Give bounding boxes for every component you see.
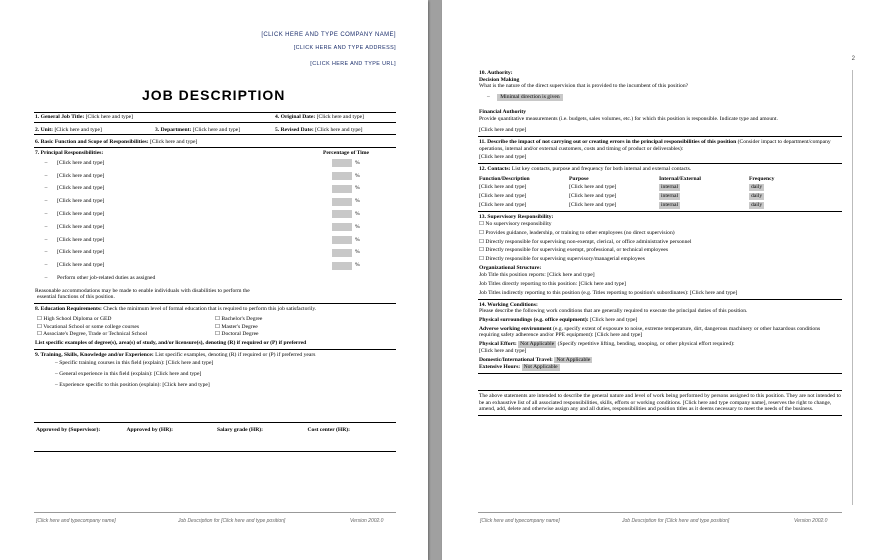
footer-position[interactable]: Job Description for [Click here and type position] [178, 518, 286, 524]
dash: – [487, 94, 490, 101]
table-cell [659, 184, 749, 191]
percent-sign: % [355, 198, 360, 205]
checkbox-vocational[interactable]: ☐ Vocational School or some college courses [37, 323, 140, 330]
percentage-field[interactable] [332, 159, 352, 167]
approved-hr-cell[interactable]: Approved by (HR): [126, 427, 174, 433]
vertical-ruler [852, 70, 853, 505]
responsibility-field[interactable]: [Click here and type] [57, 172, 105, 179]
physical-surroundings-label: Physical surroundings (e.g. office equipment): [479, 316, 589, 323]
working-conditions-section [478, 300, 842, 374]
job-title-label: 1. General Job Title: [35, 114, 85, 120]
original-date-label: 4. Original Date: [275, 114, 316, 120]
table-cell [659, 202, 749, 209]
percentage-field[interactable] [332, 185, 352, 193]
page-2 [442, 0, 879, 560]
table-cell [569, 184, 659, 191]
degree-note: List specific examples of degree(s), area(s) of study, and/or licensure(s), denoting (R) if required or (P) if preferred [35, 340, 307, 346]
physical-effort-label: Physical Effort: [479, 341, 517, 348]
signature-row [34, 422, 396, 452]
dash: – [55, 371, 58, 378]
salary-grade-cell[interactable]: Salary grade (HR): [217, 427, 263, 433]
percentage-field[interactable] [332, 236, 352, 244]
responsibility-item [35, 259, 395, 272]
contact-internal-select[interactable]: internal [661, 193, 679, 200]
impact-answer-field[interactable]: [Click here and type] [479, 154, 527, 161]
table-cell [479, 193, 569, 200]
extensive-hours-select[interactable]: Not Applicable [523, 364, 558, 371]
impact-section [478, 137, 842, 164]
training-section [34, 350, 396, 391]
percent-sign: % [355, 159, 360, 166]
dash: – [55, 381, 58, 388]
page-number: 2 [851, 56, 855, 62]
education-label: 8. Education Requirements: [35, 306, 102, 313]
physical-effort-field[interactable]: [Click here and type] [479, 347, 527, 354]
responsibility-field[interactable]: [Click here and type] [57, 185, 105, 192]
original-date-field[interactable]: [Click here and type] [316, 114, 365, 120]
basic-function-label: 6. Basic Function and Scope of Responsibilities: [35, 139, 149, 146]
company-address-field[interactable]: [CLICK HERE AND TYPE ADDRESS] [293, 45, 396, 51]
responsibility-field[interactable]: [Click here and type] [57, 198, 105, 205]
page-1 [0, 0, 428, 560]
supervisory-section [478, 212, 842, 300]
specific-experience-field[interactable]: Experience specific to this position (explain): [Click here and type] [59, 381, 210, 388]
decision-making-label: Decision Making [479, 76, 520, 83]
table-cell [749, 184, 841, 191]
impact-label: 11. Describe the impact of not carrying out or creating errors in the principal responsibilities of this position [479, 138, 737, 145]
principal-responsibilities [34, 148, 396, 304]
table-cell [749, 193, 841, 200]
responsibility-item [35, 246, 395, 259]
contact-frequency-select[interactable]: daily [751, 184, 763, 191]
responsibility-item [35, 157, 395, 170]
percentage-field[interactable] [332, 262, 352, 270]
physical-effort-text: (Specify repetitive lifting, bending, stooping, or other physical effort required): [557, 341, 735, 348]
responsibility-item [35, 170, 395, 183]
job-form [34, 112, 396, 391]
responsibilities-list [35, 157, 395, 272]
percent-sign: % [355, 185, 360, 192]
contact-function-field[interactable]: [Click here and type] [479, 193, 527, 200]
percent-sign: % [355, 249, 360, 256]
checkbox-managerial[interactable]: ☐ Directly responsible for supervising supervisory/managerial employees [479, 256, 645, 263]
dash: – [44, 172, 48, 179]
other-duties-text: Perform other job-related duties as assigned [57, 275, 156, 282]
checkbox-bachelors[interactable]: ☐ Bachelor's Degree [215, 315, 263, 322]
contact-function-field[interactable]: [Click here and type] [479, 184, 527, 191]
document-title: JOB DESCRIPTION [142, 87, 286, 103]
table-cell [569, 202, 659, 209]
contacts-header: Function/Description [479, 175, 530, 182]
department-label: 3. Department: [155, 126, 192, 133]
accommodation-line-2: essential functions of this position. [37, 294, 115, 301]
responsibility-field[interactable]: [Click here and type] [57, 159, 105, 166]
table-cell [749, 202, 841, 209]
dash: – [44, 211, 48, 218]
dash: – [44, 223, 48, 230]
contacts-label: 12. Contacts: [479, 166, 511, 173]
training-instructions: List specific examples, denoting (R) if required or (P) if preferred years [155, 351, 316, 358]
percent-sign: % [355, 211, 360, 218]
responsibility-item [35, 195, 395, 208]
percent-sign: % [355, 172, 360, 179]
footer-position[interactable]: Job Description for [Click here and type position] [622, 518, 730, 524]
basic-function-field[interactable]: [Click here and type] [150, 139, 198, 146]
working-conditions-label: 14. Working Conditions: [479, 301, 538, 308]
footer-version: Version 2002.0 [794, 518, 828, 524]
table-cell [479, 184, 569, 191]
dash: – [44, 262, 48, 269]
dash: – [44, 275, 48, 282]
footer-divider [34, 512, 396, 513]
contacts-section [478, 164, 842, 212]
contacts-header: Frequency [749, 175, 775, 182]
physical-surroundings-field[interactable]: [Click here and type] [590, 316, 638, 323]
company-url-field[interactable]: [CLICK HERE AND TYPE URL] [310, 61, 396, 67]
decision-question: What is the nature of the direct supervision that is provided to the incumbent of this position? [479, 83, 689, 90]
impact-question: (Consider impact to department/company operations, internal and/or external customers, costs and timing of product or deliverables): [479, 138, 831, 152]
dash: – [44, 249, 48, 256]
physical-effort-select[interactable]: Not Applicable [520, 341, 555, 348]
responsibility-field[interactable]: [Click here and type] [57, 223, 105, 230]
checkbox-associates[interactable]: ☐ Associate's Degree, Trade or Technical School [37, 331, 148, 338]
footer-version: Version 2002.0 [350, 518, 384, 524]
responsibility-field[interactable]: [Click here and type] [57, 262, 105, 269]
dash: – [44, 236, 48, 243]
row-basic-function [34, 138, 396, 148]
contact-frequency-select[interactable]: daily [751, 193, 763, 200]
responsibility-item [35, 182, 395, 195]
checkbox-masters[interactable]: ☐ Master's Degree [215, 323, 258, 330]
cost-center-cell[interactable]: Cost center (HR): [307, 427, 350, 433]
approved-supervisor-cell[interactable]: Approved by (Supervisor): [36, 427, 101, 433]
percent-sign: % [355, 236, 360, 243]
contact-purpose-field[interactable]: [Click here and type] [569, 193, 617, 200]
travel-select[interactable]: Not Applicable [556, 356, 591, 363]
financial-authority-label: Financial Authority [479, 108, 527, 115]
financial-question: Provide quantitative measurements (i.e. budgets, sales volumes, etc.) for which this position is responsible. Indicate type and amount. [479, 115, 778, 122]
training-label: 9. Training, Skills, Knowledge and/or Experience: [35, 351, 154, 358]
checkbox-exempt[interactable]: ☐ Directly responsible for supervising exempt, professional, or technical employees [479, 247, 669, 254]
footer-divider [478, 512, 842, 513]
footer-company[interactable]: [Click here and typecompany name] [36, 518, 116, 524]
contacts-header: Purpose [569, 175, 589, 182]
checkbox-no-supervisory[interactable]: ☐ No supervisory responsibility [479, 221, 552, 228]
percentage-field[interactable] [332, 249, 352, 257]
authority-section [478, 68, 842, 137]
education-section [34, 304, 396, 350]
row-title-date [34, 113, 396, 123]
responsibility-field[interactable]: [Click here and type] [57, 249, 105, 256]
contact-purpose-field[interactable]: [Click here and type] [569, 184, 617, 191]
unit-label: 2. Unit: [35, 126, 54, 133]
checkbox-guidance[interactable]: ☐ Provides guidance, leadership, or training to other employees (no direct supervision) [479, 229, 675, 236]
other-duties-item [35, 272, 395, 285]
checkbox-non-exempt[interactable]: ☐ Directly responsible for supervising non-exempt, clerical, or office administrative personnel [479, 238, 692, 245]
checkbox-doctoral[interactable]: ☐ Doctoral Degree [215, 331, 259, 338]
supervisory-label: 13. Supervisory Responsibility: [479, 213, 554, 220]
percentage-header: Percentage of Time [323, 150, 369, 157]
contact-function-field[interactable]: [Click here and type] [479, 201, 527, 208]
percentage-field[interactable] [332, 172, 352, 180]
org-structure-label: Organizational Structure: [479, 264, 542, 271]
row-unit-dept [34, 126, 396, 136]
revised-date-field[interactable]: [Click here and type] [315, 126, 363, 133]
contact-frequency-select[interactable]: daily [751, 201, 763, 208]
travel-label: Domestic/International Travel: [479, 356, 553, 363]
org-direct-reports[interactable]: Job Titles directly reporting to this position: [Click here and type] [479, 281, 626, 288]
extensive-hours-label: Extensive Hours: [479, 364, 521, 371]
decision-answer-field[interactable]: Minimal direction is given [497, 94, 563, 101]
percent-sign: % [355, 223, 360, 230]
dash: – [44, 198, 48, 205]
authority-label: 10. Authority: [479, 70, 513, 76]
financial-answer-field[interactable]: [Click here and type] [479, 127, 527, 134]
responsibility-field[interactable]: [Click here and type] [57, 211, 105, 218]
table-cell [479, 202, 569, 209]
unit-field[interactable]: [Click here and type] [54, 126, 102, 133]
dash: – [44, 159, 48, 166]
department-field[interactable]: [Click here and type] [192, 126, 241, 133]
disclaimer: The above statements are intended to describe the general nature and level of work being performed by persons assigned to this position. They are not intended to be an exhaustive list of all associated responsibilities, skills, efforts or working conditions. [Click here and type company name], reserves the right to change, amend, add, delete and otherwise assign any and all duties, responsibilities and position titles as it deems necessary to meet the needs of the business. [478, 390, 842, 416]
responsibility-item [35, 208, 395, 221]
org-indirect-reports[interactable]: Job Titles indirectly reporting to this position (e.g. Titles reporting to position's subordinates): [Click here and type] [479, 289, 738, 296]
percentage-field[interactable] [332, 198, 352, 206]
contact-internal-select[interactable]: internal [661, 201, 679, 208]
table-cell [659, 193, 749, 200]
footer-company[interactable]: [Click here and typecompany name] [480, 518, 560, 524]
training-courses-field[interactable]: Specific training courses in this field (explain): [Click here and type] [59, 360, 214, 367]
dash: – [55, 360, 58, 367]
page-2-content [478, 68, 842, 416]
responsibilities-label: 7. Principal Responsibilities: [35, 150, 104, 157]
org-reports-to[interactable]: Job Title this position reports: [Click here and type] [479, 272, 595, 279]
contact-purpose-field[interactable]: [Click here and type] [569, 201, 617, 208]
table-cell [569, 193, 659, 200]
adverse-environment-label: Adverse working environment [479, 325, 552, 332]
general-experience-field[interactable]: General experience in this field (explain): [Click here and type] [59, 371, 202, 378]
working-conditions-instructions: Please describe the following work conditions that are generally required to execute the principal duties of this position. [479, 308, 748, 315]
accommodation-line-1: Reasonable accommodations may be made to enable individuals with disabilities to perform the [35, 287, 250, 294]
checkbox-high-school[interactable]: ☐ High School Diploma or GED [37, 315, 112, 322]
responsibility-item [35, 221, 395, 234]
job-title-field[interactable]: [Click here and type] [85, 114, 133, 120]
contact-internal-select[interactable]: internal [661, 184, 679, 191]
contacts-header: Internal/External [659, 175, 701, 182]
dash: – [44, 185, 48, 192]
responsibility-field[interactable]: [Click here and type] [57, 236, 105, 243]
contacts-instructions: List key contacts, purpose and frequency for both internal and external contacts. [511, 166, 692, 173]
education-instructions: Check the minimum level of formal education that is required to perform this job satisfactorily. [103, 306, 317, 313]
percentage-field[interactable] [332, 223, 352, 231]
adverse-environment-field[interactable]: [Click here and type] [594, 332, 643, 339]
company-name-field[interactable]: [CLICK HERE AND TYPE COMPANY NAME] [261, 32, 396, 38]
responsibility-item [35, 234, 395, 247]
percent-sign: % [355, 262, 360, 269]
revised-date-label: 5. Revised Date: [275, 126, 314, 133]
contacts-table [479, 173, 841, 209]
percentage-field[interactable] [332, 210, 352, 218]
adverse-environment-text: (e.g. specify extent of exposure to noise, extreme temperature, dirt, dangerous machinery or other hazardous conditions requiring safety adherence and/or PPE equipment): [479, 325, 821, 339]
